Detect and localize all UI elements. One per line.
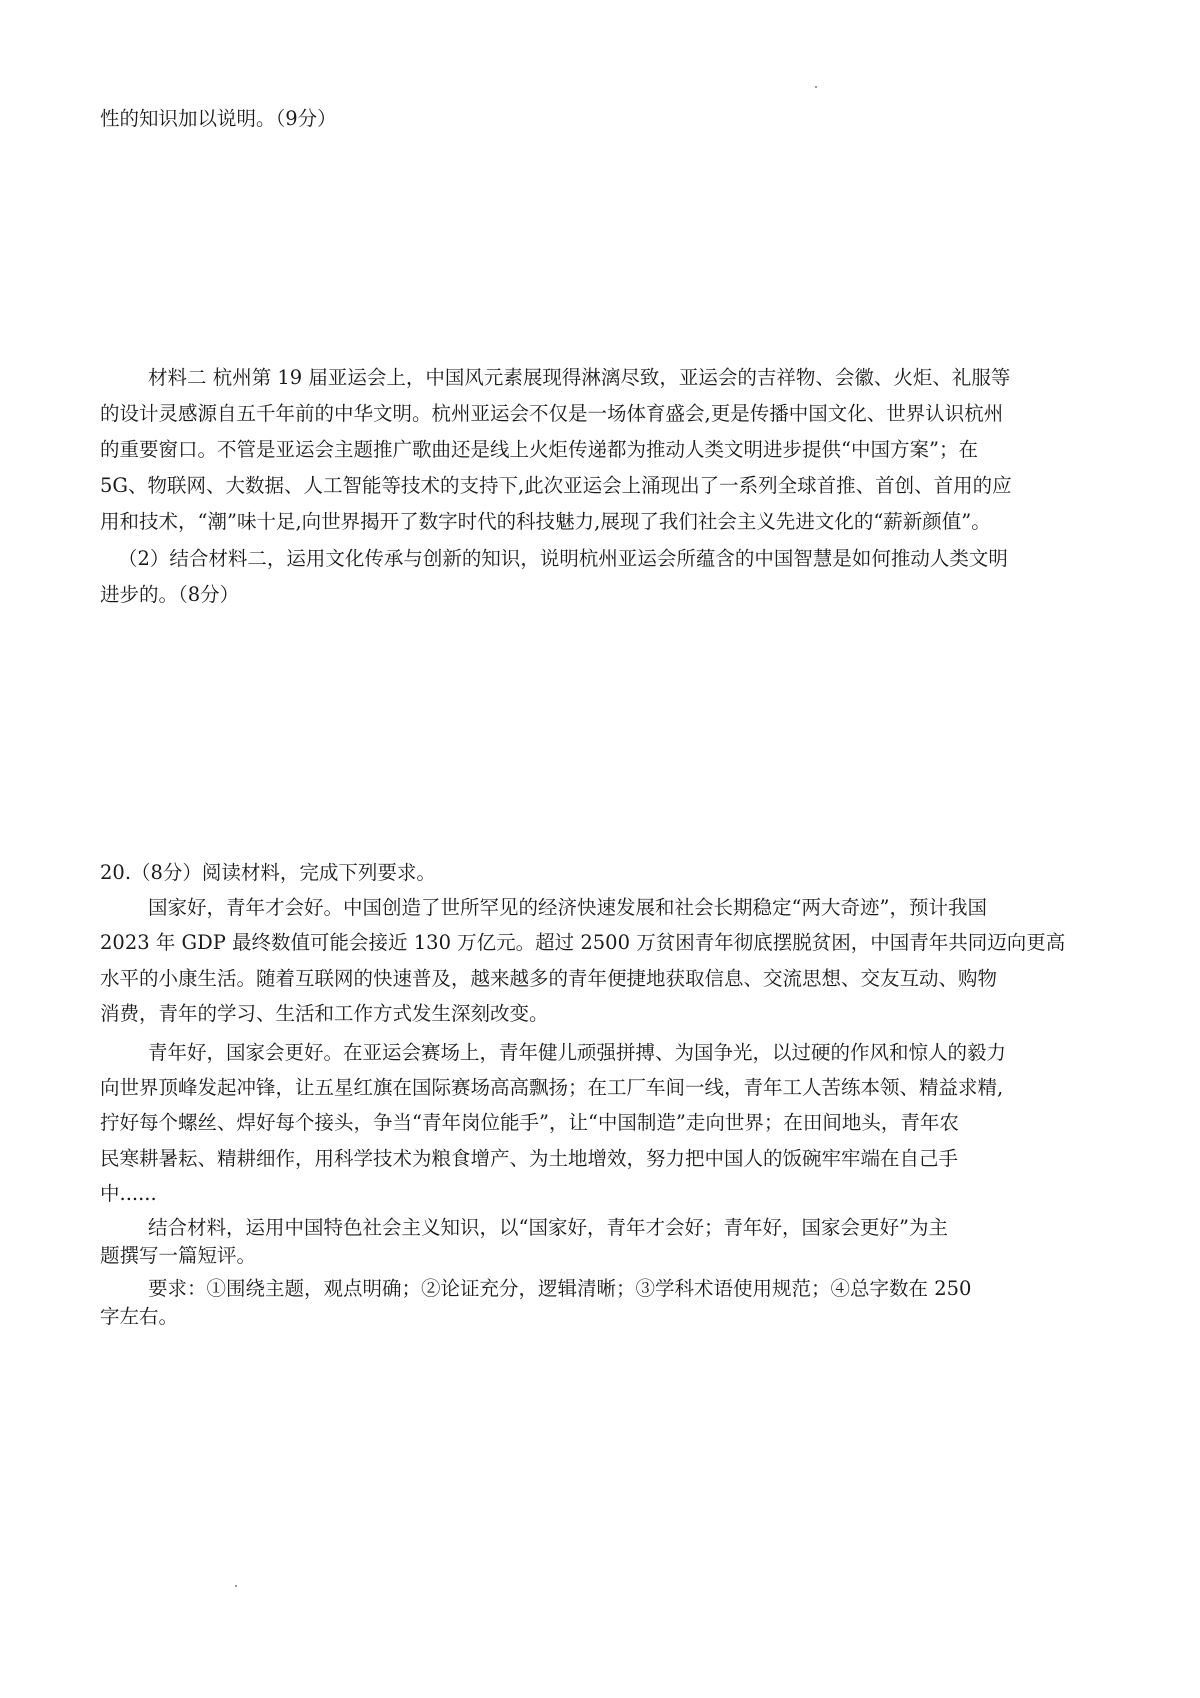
q20-task-line: 题撰写一篇短评。	[100, 1244, 257, 1267]
q20-para2-line: 青年好，国家会更好。在亚运会赛场上，青年健儿顽强拼搏、为国争光，以过硬的作风和惊人的毅力	[148, 1041, 1007, 1064]
q20-para1-line: 国家好，青年才会好。中国创造了世所罕见的经济快速发展和社会长期稳定“两大奇迹”，预计我国	[148, 896, 987, 919]
material2-line: 5G、物联网、大数据、人工智能等技术的支持下,此次亚运会上涌现出了一系列全球首推、首创、首用的应	[100, 474, 1012, 497]
scan-speck	[815, 86, 817, 88]
q20-para1-line: 消费，青年的学习、生活和工作方式发生深刻改变。	[100, 1002, 549, 1025]
q20-para1-line: 2023 年 GDP 最终数值可能会接近 130 万亿元。超过 2500 万贫困青年彻底摆脱贫困，中国青年共同迈向更高	[100, 931, 1066, 954]
q20-para2-line: 民寒耕暑耘、精耕细作，用科学技术为粮食增产、为土地增效，努力把中国人的饭碗牢牢端在自己手	[100, 1147, 959, 1170]
q19-part2-line: 进步的。（8分）	[100, 583, 240, 606]
scan-speck	[235, 1585, 237, 1587]
q19-part2-line: （2）结合材料二，运用文化传承与创新的知识，说明杭州亚运会所蕴含的中国智慧是如何推动人类文明	[118, 547, 1008, 570]
q19-part1-tail: 性的知识加以说明。（9分）	[100, 107, 337, 130]
q20-para2-line: 向世界顶峰发起冲锋，让五星红旗在国际赛场高高飘扬；在工厂车间一线，青年工人苦练本领、精益求精,	[100, 1076, 1004, 1099]
q20-requirement-line: 字左右。	[100, 1305, 179, 1328]
q20-requirement-line: 要求：①围绕主题，观点明确；②论证充分，逻辑清晰；③学科术语使用规范；④总字数在 250	[148, 1277, 972, 1300]
q20-para2-line: 中......	[100, 1182, 157, 1205]
material2-line: 的设计灵感源自五千年前的中华文明。杭州亚运会不仅是一场体育盛会,更是传播中国文化、世界认识杭州	[100, 402, 1004, 425]
material2-line: 的重要窗口。不管是亚运会主题推广歌曲还是线上火炬传递都为推动人类文明进步提供“中国方案”；在	[100, 438, 978, 461]
q20-header: 20.（8分）阅读材料，完成下列要求。	[100, 861, 436, 884]
q20-task-line: 结合材料，运用中国特色社会主义知识，以“国家好，青年才会好；青年好，国家会更好”为主	[148, 1216, 948, 1239]
material2-line: 用和技术，“潮”味十足,向世界揭开了数字时代的科技魅力,展现了我们社会主义先进文化的“薪新颜值”。	[100, 510, 991, 533]
q20-para1-line: 水平的小康生活。随着互联网的快速普及，越来越多的青年便捷地获取信息、交流思想、交友互动、购物	[100, 967, 998, 990]
q20-para2-line: 拧好每个螺丝、焊好每个接头，争当“青年岗位能手”，让“中国制造”走向世界；在田间地头，青年农	[100, 1111, 959, 1134]
material2-line: 材料二 杭州第 19 届亚运会上，中国风元素展现得淋漓尽致，亚运会的吉祥物、会徽、火炬、礼服等	[148, 366, 1011, 389]
